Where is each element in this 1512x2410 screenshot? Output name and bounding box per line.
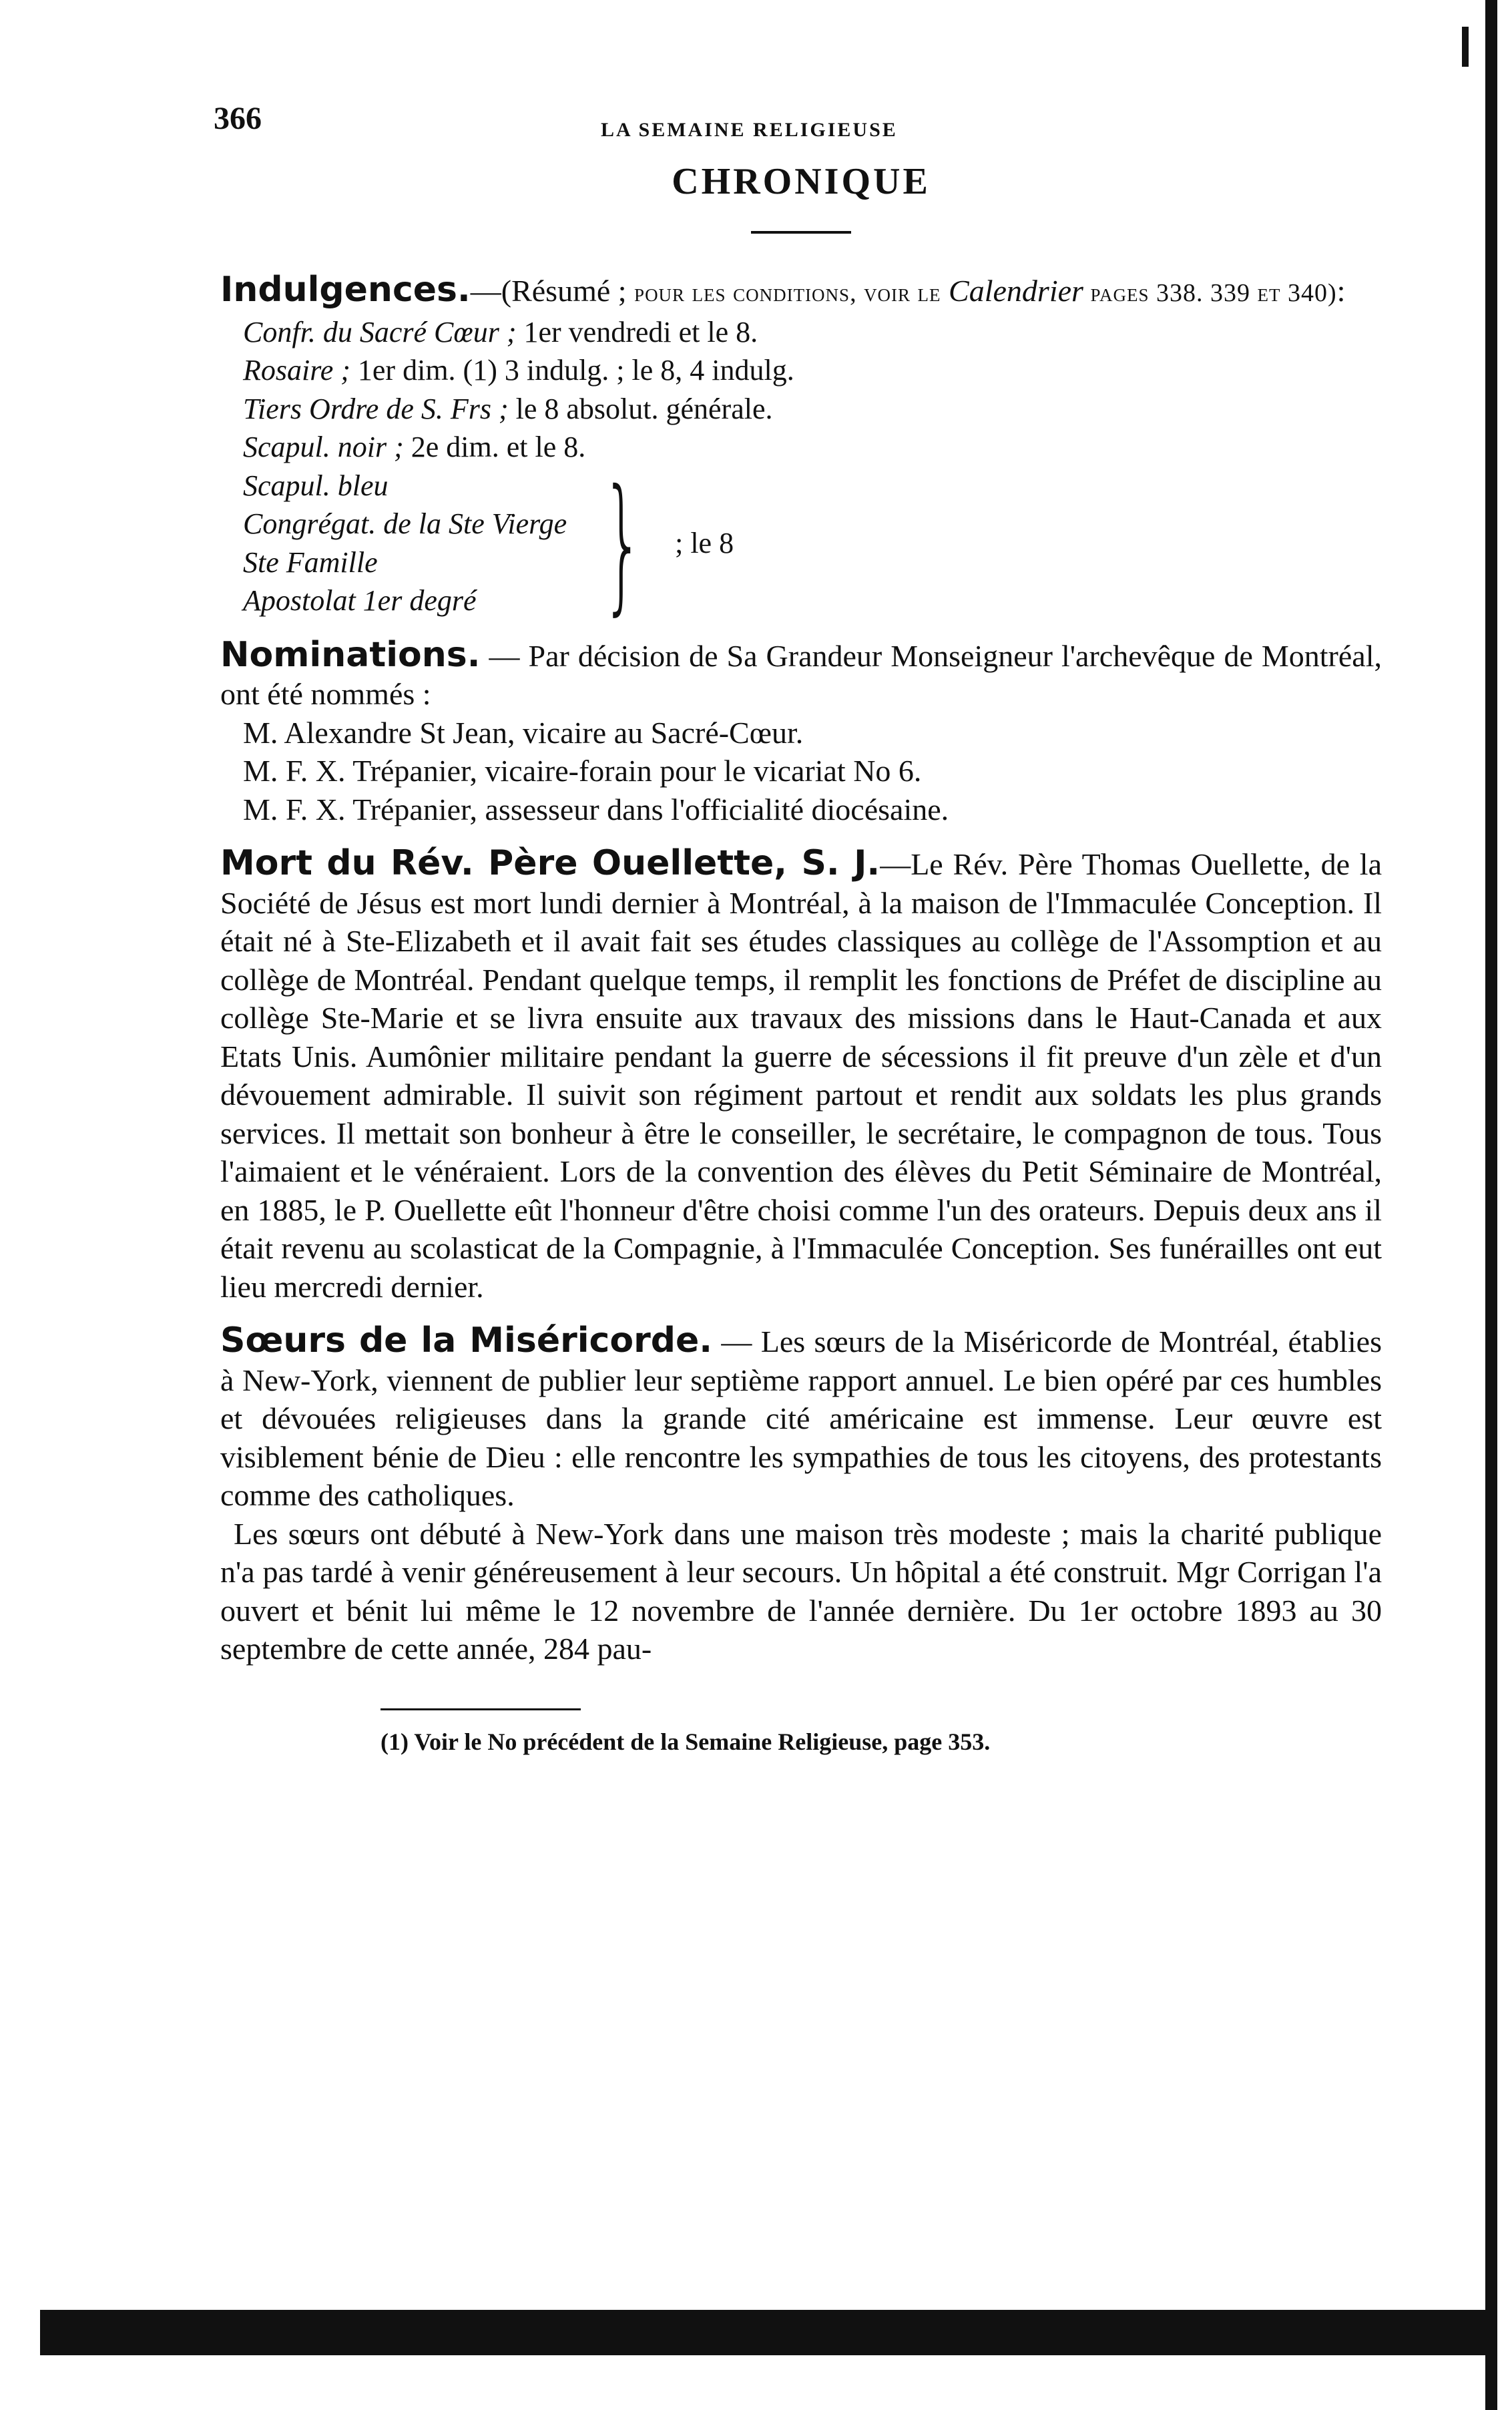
indulgences-intro: —(Résumé ; — [470, 274, 635, 308]
indulgences-conditions: pour les conditions, voir le — [634, 279, 941, 307]
list-item: Ste Famille — [243, 545, 378, 579]
mort-paragraph — [220, 845, 1382, 1306]
soeurs-paragraph — [220, 1322, 1382, 1515]
scan-bottom-border — [40, 2310, 1485, 2355]
item-label: Tiers Ordre de S. Frs ; — [243, 392, 509, 425]
soeurs-heading: Sœurs de la Miséricorde. — [220, 1320, 712, 1361]
item-label: Scapul. noir ; — [243, 431, 404, 463]
nominations-list — [243, 714, 1382, 829]
item-text: 1er dim. (1) 3 indulg. ; le 8, 4 indulg. — [350, 354, 794, 387]
brace-lines — [243, 467, 567, 620]
mort-heading: Mort du Rév. Père Ouellette, S. J. — [220, 843, 880, 883]
item-label: Confr. du Sacré Cœur ; — [243, 315, 517, 348]
list-item: Congrégat. de la Ste Vierge — [243, 507, 567, 540]
item-text: 1er vendredi et le 8. — [516, 315, 758, 348]
running-head — [214, 100, 1382, 154]
list-item: M. Alexandre St Jean, vicaire au Sacré-Cœur. — [243, 715, 804, 750]
list-item — [243, 351, 1382, 390]
brace-icon: } — [601, 457, 644, 629]
list-item: Apostolat 1er degré — [243, 584, 477, 617]
soeurs-paragraph-2: Les sœurs ont débuté à New-York dans une maison très modeste ; mais la charité publique n'a pas tardé à venir généreusement à leur secours. Un hôpital a été construit. Mgr Corrigan l'a ouvert et bénit lui même le 12 novembre de l'année dernière. Du 1er octobre 1893 au 30 septembre de cette année, 284 pau- — [220, 1516, 1382, 1666]
list-item — [243, 313, 1382, 352]
title-rule — [751, 231, 851, 234]
item-text: le 8 absolut. générale. — [508, 392, 773, 425]
footnote-rule — [381, 1708, 581, 1710]
list-item: Scapul. bleu — [243, 469, 389, 502]
page-number: 366 — [214, 101, 262, 136]
list-item: M. F. X. Trépanier, assesseur dans l'officialité diocésaine. — [243, 792, 949, 826]
list-item: M. F. X. Trépanier, vicaire-forain pour le vicariat No 6. — [243, 754, 922, 788]
scan-right-border — [1485, 0, 1497, 2410]
soeurs-text: — Les sœurs de la Miséricorde de Montréal, établies à New-York, viennent de publier leur septième rapport annuel. Le bien opéré par ces humbles et dévouées religieuses dans la grande cité américaine est immense. Leur œuvre est visiblement bénie de Dieu : elle rencontre les sympathies de tous les citoyens, des protestants comme des catholiques. — [220, 1324, 1382, 1512]
indulgences-pages: pages 338. 339 et 340) — [1083, 279, 1337, 307]
nominations-paragraph — [220, 636, 1382, 714]
brace-label: ; le 8 — [675, 527, 734, 559]
section-title: CHRONIQUE — [672, 161, 931, 202]
journal-title: LA SEMAINE RELIGIEUSE — [601, 119, 898, 141]
indulgences-list — [243, 313, 1382, 629]
nominations-text: — Par décision de Sa Grandeur Monseigneur l'archevêque de Montréal, ont été nommés : — [220, 638, 1382, 711]
mort-text: —Le Rév. Père Thomas Ouellette, de la Société de Jésus est mort lundi dernier à Montréal, à la maison de l'Immaculée Conception. Il était né à Ste-Elizabeth et il avait fait ses études classiques au collège de l'Assomption et au collège de Montréal. Pendant quelque temps, il remplit les fonctions de Préfet de discipline au collège Ste-Marie et se livra ensuite aux travaux des missions dans le Haut-Canada et aux Etats Unis. Aumônier militaire pendant la guerre de sécessions il fit preuve d'un zèle et d'un dévouement admirable. Il suivit son régiment partout et rendit aux soldats les plus grands services. Il mettait son bonheur à être le conseiller, le secrétaire, le compagnon de tous. Tous l'aimaient et le vénéraient. Lors de la convention des élèves du Petit Séminaire de Montréal, en 1885, le P. Ouellette eût l'honneur d'être choisi comme l'un des orateurs. Depuis deux ans il était revenu au scolasticat de la Compagnie, à l'Immaculée Conception. Ses funérailles ont eut lieu mercredi dernier. — [220, 847, 1382, 1304]
list-item — [243, 428, 1382, 467]
indulgences-heading: Indulgences. — [220, 270, 471, 310]
brace-group — [243, 457, 1382, 629]
footnote: (1) Voir le No précédent de la Semaine Religieuse, page 353. — [381, 1728, 991, 1755]
page — [214, 100, 1382, 1756]
item-text: 2e dim. et le 8. — [403, 431, 586, 463]
item-label: Rosaire ; — [243, 354, 350, 387]
scan-mark — [1462, 27, 1469, 67]
list-item — [243, 390, 1382, 429]
nominations-heading: Nominations. — [220, 634, 481, 675]
indulgences-paragraph: Indulgences.—(Résumé ; pour les conditions, voir le Calendrier pages 338. 339 et 340): — [220, 270, 1346, 310]
indulgences-calendrier: Calendrier — [941, 274, 1083, 308]
